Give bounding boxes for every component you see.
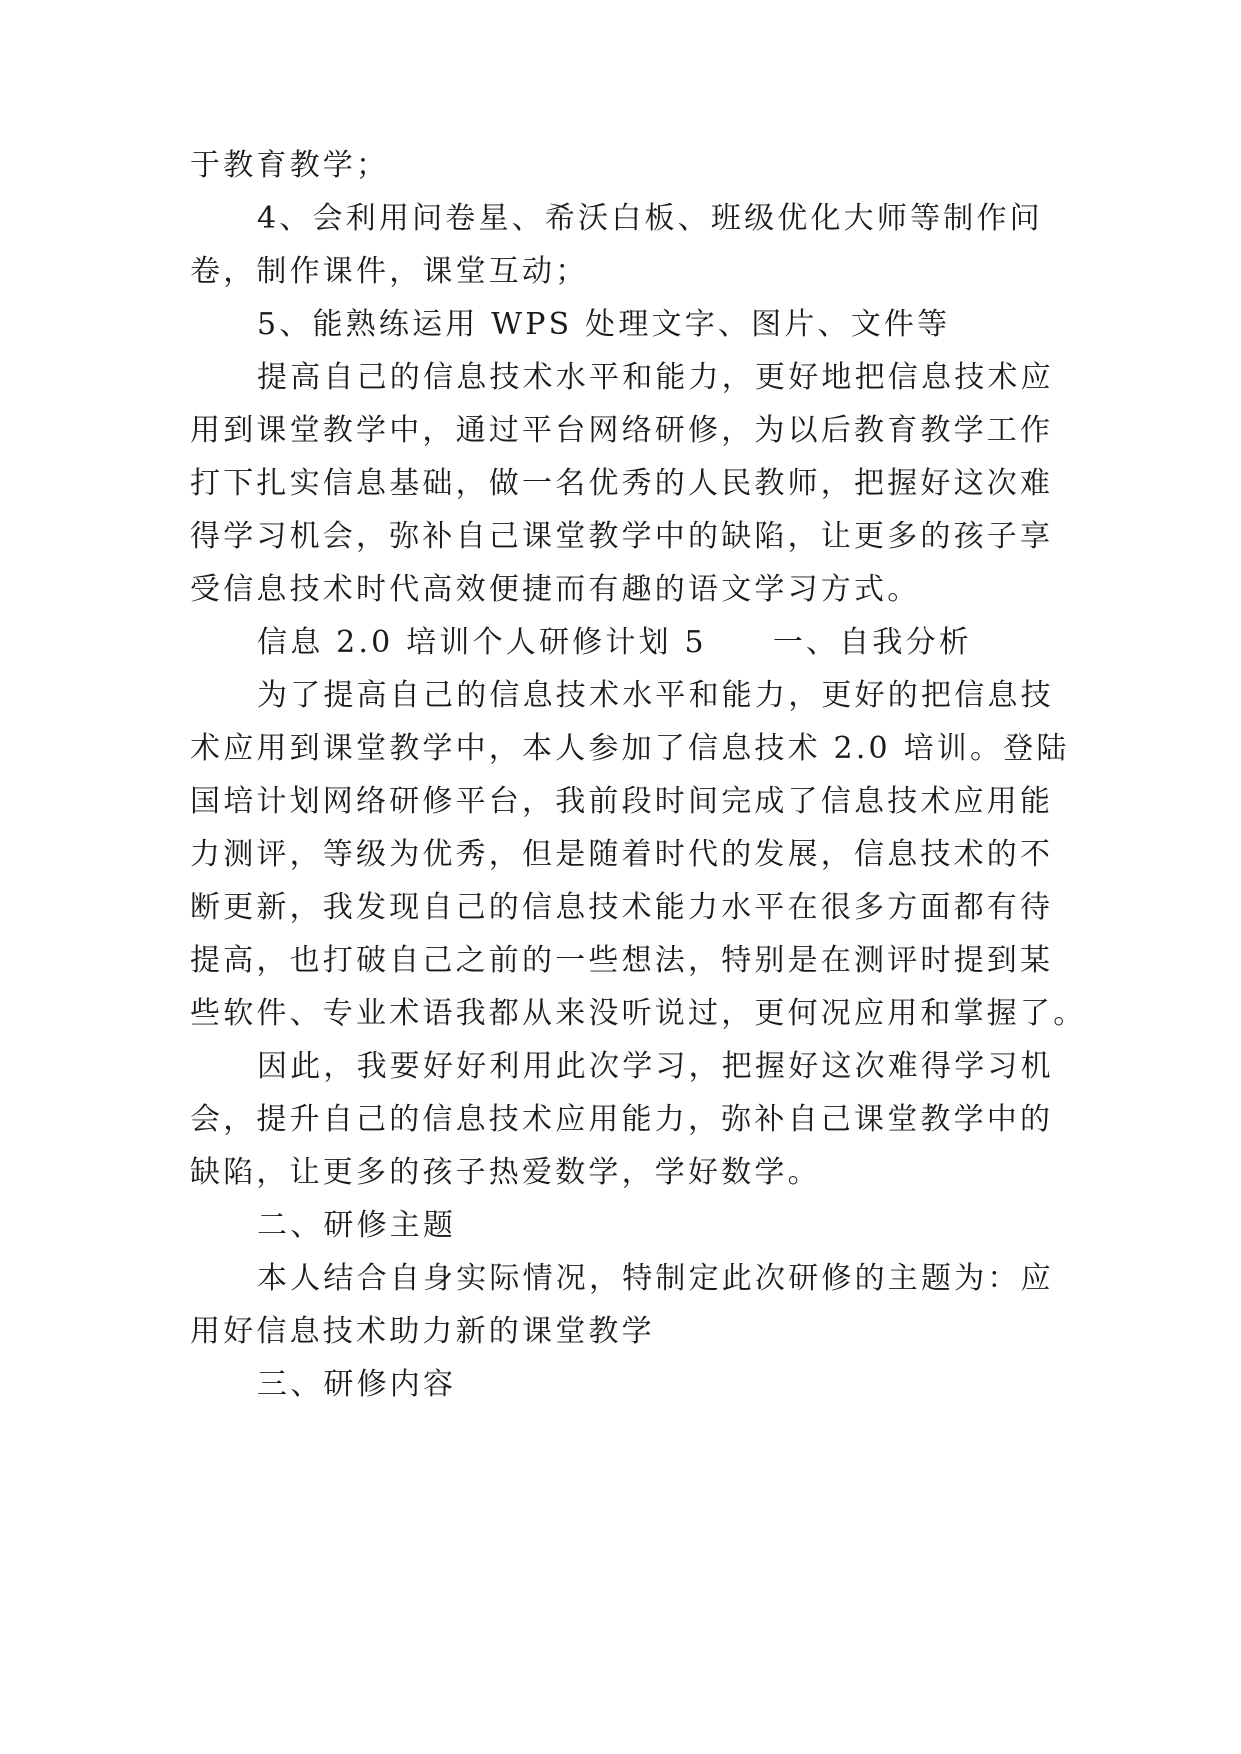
paragraph-line: 5、能熟练运用 WPS 处理文字、图片、文件等 — [257, 307, 951, 342]
paragraph-line: 卷，制作课件，课堂互动； — [190, 254, 589, 289]
paragraph-line: 打下扎实信息基础，做一名优秀的人民教师，把握好这次难 — [190, 466, 1054, 501]
paragraph-line: 提高，也打破自己之前的一些想法，特别是在测评时提到某 — [190, 943, 1054, 978]
paragraph-line: 用好信息技术助力新的课堂教学 — [190, 1314, 655, 1349]
paragraph-line: 会，提升自己的信息技术应用能力，弥补自己课堂教学中的 — [190, 1102, 1054, 1137]
paragraph-line: 用到课堂教学中，通过平台网络研修，为以后教育教学工作 — [190, 413, 1054, 448]
plan-title: 信息 2.0 培训个人研修计划 5 — [257, 625, 707, 660]
paragraph-line: 力测评，等级为优秀，但是随着时代的发展，信息技术的不 — [190, 837, 1054, 872]
paragraph-line: 为了提高自己的信息技术水平和能力，更好的把信息技 — [257, 678, 1054, 713]
paragraph-line: 本人结合自身实际情况，特制定此次研修的主题为：应 — [257, 1261, 1054, 1296]
paragraph-line: 因此，我要好好利用此次学习，把握好这次难得学习机 — [257, 1049, 1054, 1084]
section-heading-line — [257, 623, 1137, 663]
paragraph-line: 受信息技术时代高效便捷而有趣的语文学习方式。 — [190, 572, 921, 607]
paragraph-line: 些软件、专业术语我都从来没听说过，更何况应用和掌握了。 — [190, 996, 1087, 1031]
paragraph-line: 国培计划网络研修平台，我前段时间完成了信息技术应用能 — [190, 784, 1054, 819]
paragraph-line: 4、会利用问卷星、希沃白板、班级优化大师等制作问 — [257, 201, 1043, 236]
section-heading: 二、研修主题 — [257, 1208, 457, 1243]
section-heading: 三、研修内容 — [257, 1367, 457, 1402]
paragraph-line: 断更新，我发现自己的信息技术能力水平在很多方面都有待 — [190, 890, 1054, 925]
paragraph-line: 提高自己的信息技术水平和能力，更好地把信息技术应 — [257, 360, 1054, 395]
section-title: 一、自我分析 — [772, 625, 973, 660]
paragraph-line: 缺陷，让更多的孩子热爱数学，学好数学。 — [190, 1155, 821, 1190]
paragraph-line: 得学习机会，弥补自己课堂教学中的缺陷，让更多的孩子享 — [190, 519, 1054, 554]
paragraph-line: 于教育教学； — [190, 148, 390, 183]
paragraph-line: 术应用到课堂教学中，本人参加了信息技术 2.0 培训。登陆 — [190, 731, 1070, 766]
